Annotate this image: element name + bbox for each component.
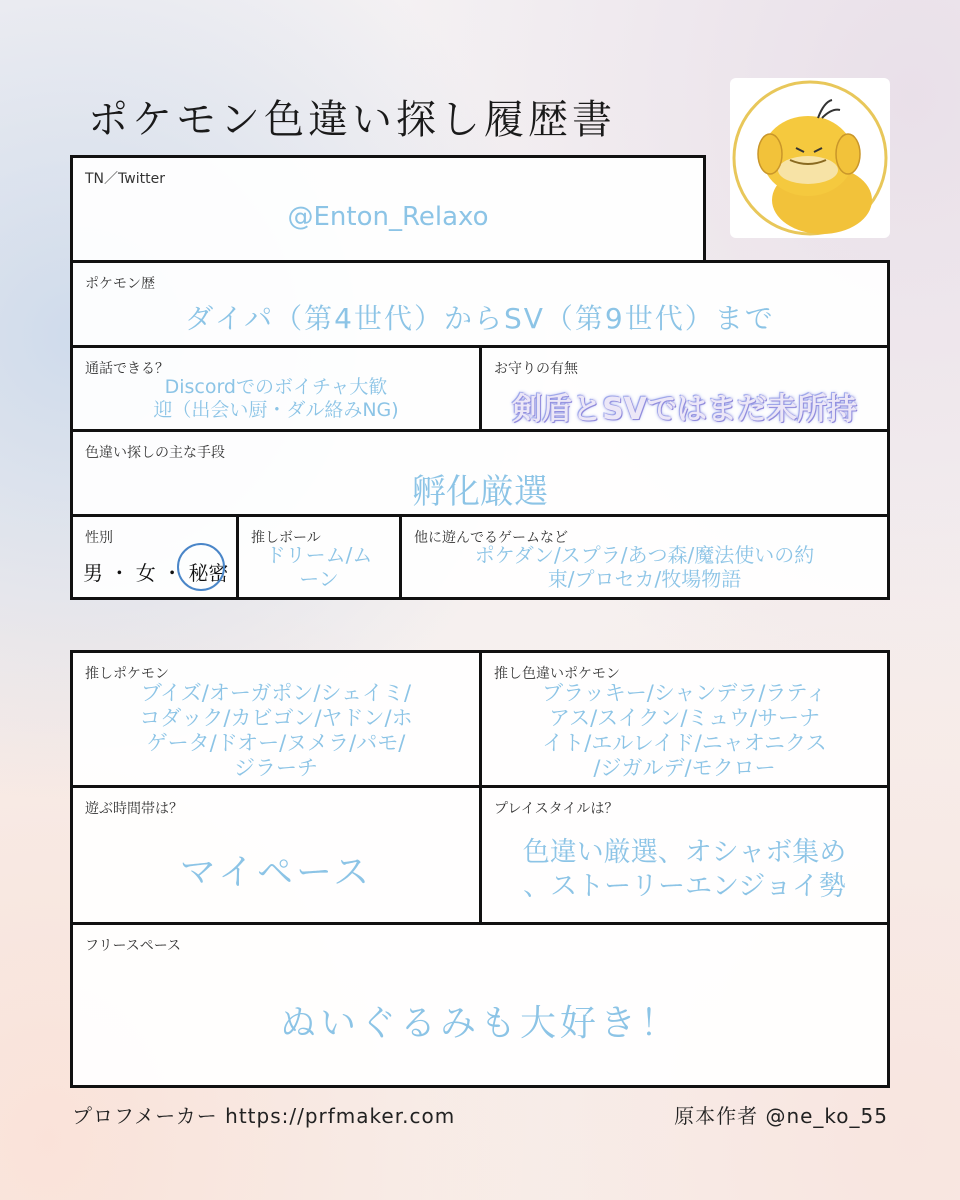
games-line-2: 束/プロセカ/牧場物語 [547, 567, 742, 591]
footer-author: 原本作者 @ne_ko_55 [674, 1104, 888, 1128]
gender-separator: ・ [109, 561, 130, 585]
gender-male: 男 [83, 561, 103, 585]
ball-box [236, 514, 402, 600]
fav-shiny-line: アス/スイクン/ミュウ/サーナ [548, 706, 821, 730]
charm-label: お守りの有無 [494, 361, 578, 377]
fav-shiny-line: /ジガルデ/モクロー [593, 756, 776, 780]
gender-selected-circle [177, 543, 225, 591]
ball-line-2: ーン [299, 567, 339, 591]
charm-box [479, 345, 890, 432]
ball-value [239, 543, 399, 591]
fav-pokemon-box [70, 650, 482, 788]
ball-line-1: ドリーム/ム [265, 543, 373, 567]
time-label: 遊ぶ時間帯は？ [85, 801, 183, 817]
games-line-1: ポケダン/スプラ/あつ森/魔法使いの約 [474, 543, 815, 567]
style-line-2: 、ストーリーエンジョイ勢 [523, 871, 846, 902]
tn-value: @Enton_Relaxo [287, 202, 489, 232]
games-label: 他に遊んでるゲームなど [414, 530, 568, 546]
fav-shiny-label: 推し色違いポケモン [494, 666, 620, 682]
fav-shiny-line: ブラッキー/シャンデラ/ラティ [542, 681, 827, 705]
call-line-1: Discordでのボイチャ大歓 [164, 376, 388, 398]
gender-label: 性別 [85, 530, 113, 546]
method-label: 色違い探しの主な手段 [85, 445, 225, 461]
gender-separator: ・ [162, 561, 183, 585]
call-value [73, 376, 479, 422]
fav-pokemon-line: ゲータ/ドオー/ヌメラ/パモ/ [146, 731, 406, 755]
fav-pokemon-line: ジラーチ [234, 756, 318, 780]
charm-value: 剣盾とSVではまだ未所持 [512, 392, 857, 427]
gender-secret: 秘密 [188, 561, 229, 585]
call-line-2: 迎（出会い厨・ダル絡みNG) [153, 399, 399, 421]
ball-label: 推しボール [251, 530, 321, 546]
fav-pokemon-value [73, 681, 479, 781]
call-box [70, 345, 482, 432]
page-title: ポケモン色違い探し履歴書 [88, 97, 616, 143]
gender-female: 女 [135, 561, 156, 585]
fav-pokemon-line: コダック/カビゴン/ヤドン/ホ [139, 706, 413, 730]
tn-label: TN／Twitter [85, 171, 165, 187]
fav-pokemon-label: 推しポケモン [85, 666, 169, 682]
method-value: 孵化厳選 [412, 472, 548, 512]
footer-maker: プロフメーカー https://prfmaker.com [72, 1104, 456, 1128]
games-value [402, 543, 887, 591]
history-box [70, 260, 890, 348]
fav-shiny-value [482, 681, 887, 781]
time-box [70, 785, 482, 925]
history-label: ポケモン歴 [85, 276, 155, 292]
time-value: マイペース [179, 852, 373, 893]
psyduck-icon [730, 78, 890, 238]
style-box [479, 785, 890, 925]
fav-shiny-line: イト/エルレイド/ニャオニクス [542, 731, 827, 755]
style-value [482, 836, 887, 904]
gender-box [70, 514, 239, 600]
fav-pokemon-line: ブイズ/オーガポン/シェイミ/ [140, 681, 412, 705]
method-box [70, 429, 890, 517]
free-label: フリースペース [85, 938, 182, 954]
free-box [70, 922, 890, 1088]
fav-shiny-box [479, 650, 890, 788]
tn-box [70, 155, 706, 263]
call-label: 通話できる？ [85, 361, 169, 377]
history-value: ダイパ（第4世代）からSV（第9世代）まで [185, 302, 775, 335]
games-box [399, 514, 890, 600]
style-line-1: 色違い厳選、オシャボ集め [522, 837, 847, 868]
free-value: ぬいぐるみも大好き！ [279, 1003, 680, 1044]
style-label: プレイスタイルは？ [494, 801, 619, 817]
